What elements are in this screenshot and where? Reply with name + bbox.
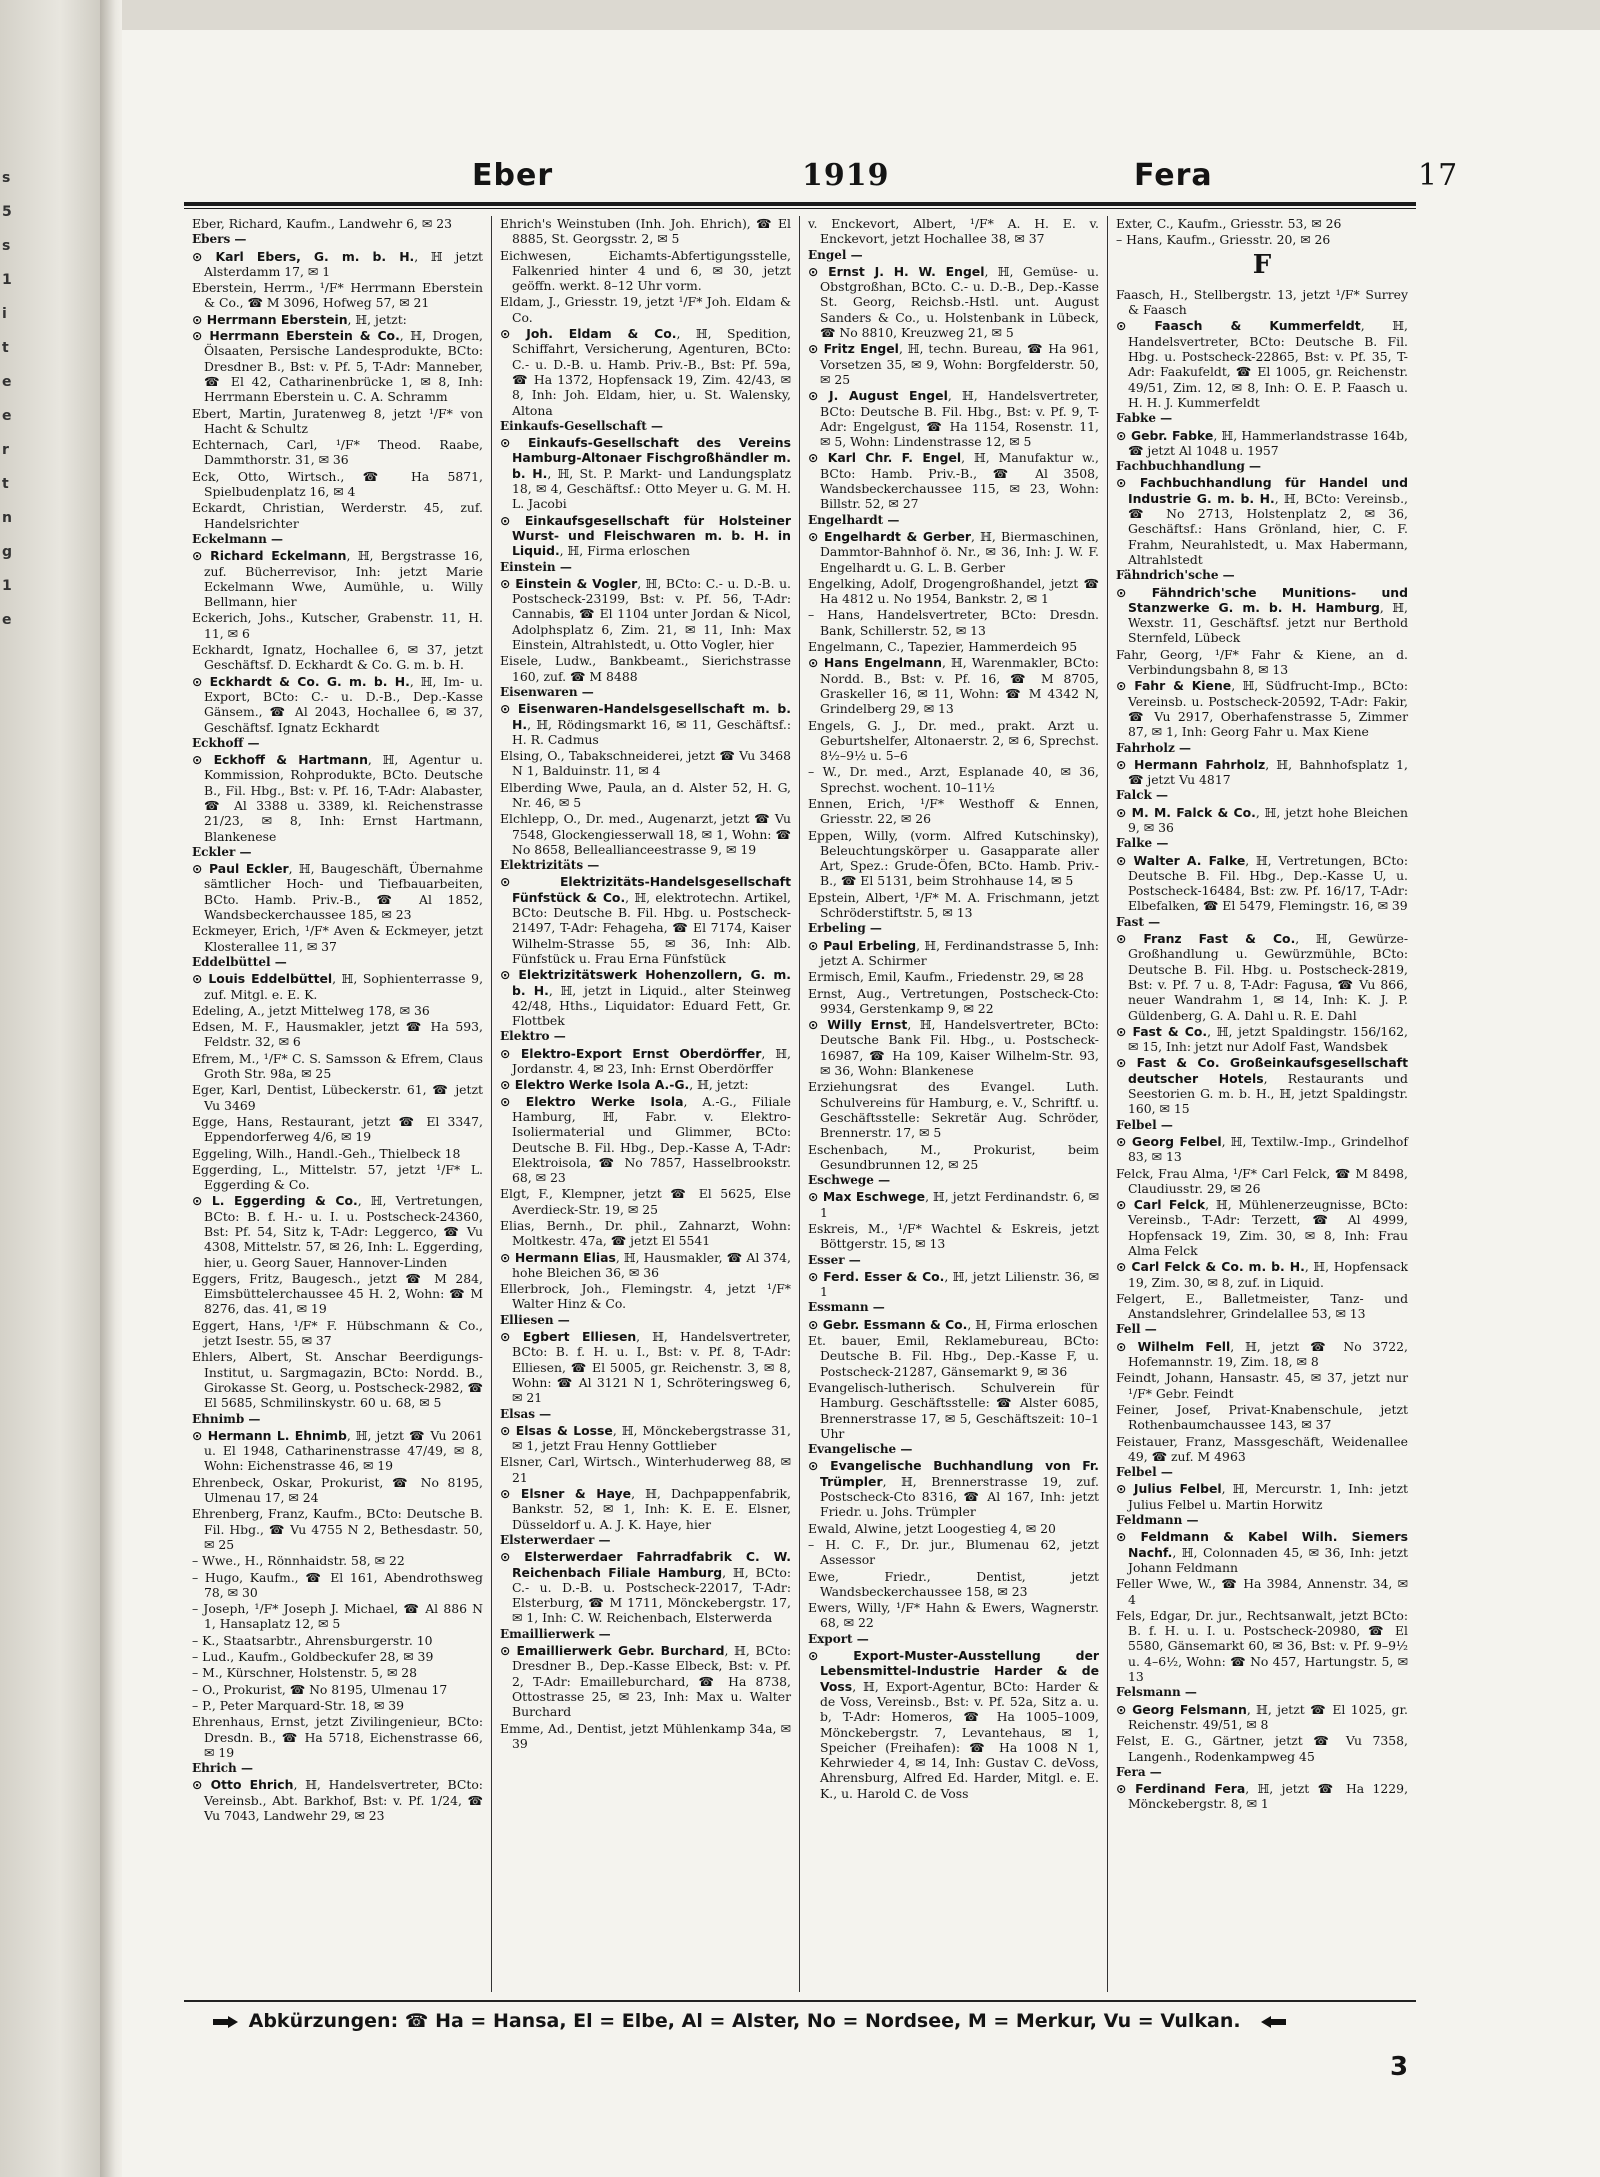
directory-entry: ⊙ Carl Felck & Co. m. b. H., ℍ, Hopfensack 19, Zim. 30, ✉ 8, zuf. in Liquid. [1116,1259,1408,1290]
directory-entry: ⊙ Richard Eckelmann, ℍ, Bergstrasse 16, zuf. Bücherrevisor, Inh: jetzt Marie Eckelmann Wwe, Aumühle, u. Willy Bellmann, hier [192,548,483,610]
directory-entry: – Wwe., H., Rönnhaidstr. 58, ✉ 22 [192,1553,405,1569]
directory-entry: – Lud., Kaufm., Goldbeckufer 28, ✉ 39 [192,1649,434,1665]
directory-entry: – W., Dr. med., Arzt, Esplanade 40, ✉ 36, Sprechst. wochent. 10–11½ [808,764,1099,795]
directory-entry: Fahr, Georg, ¹/F* Fahr & Kiene, an d. Verbindungsbahn 8, ✉ 13 [1116,646,1408,678]
directory-entry: Feistauer, Franz, Massgeschäft, Weidenallee 49, ☎ zuf. M 4963 [1116,1433,1408,1464]
section-heading: Falck — [1116,788,1168,803]
directory-entry: Eisele, Ludw., Bankbeamt., Sierichstrasse 160, zuf. ☎ M 8488 [500,653,791,684]
directory-entry: Felgert, E., Balletmeister, Tanz- und Anstandslehrer, Grindelallee 53, ✉ 13 [1116,1290,1408,1322]
directory-entry: ⊙ Emaillierwerk Gebr. Burchard, ℍ, BCto: Dresdner B., Dep.-Kasse Elbeck, Bst: v. Pf. 2, T-Adr: Emailleburchard, ☎ Ha 8738, Ottostrasse 25, ✉ 23, Inh: Max u. Walter Burchard [500,1643,791,1720]
section-heading: Export — [808,1631,869,1646]
directory-entry: Erziehungsrat des Evangel. Luth. Schulvereins für Hamburg, e. V., Schriftf. u. Geschäftsstelle: Sekretär Aug. Schröder, Brennerstr. 17, ✉ 5 [808,1079,1099,1141]
section-heading: Feldmann — [1116,1513,1199,1528]
adjacent-page-text-fragment: 1 [2,272,12,288]
directory-entry: ⊙ Einstein & Vogler, ℍ, BCto: C.- u. D.-B. u. Postscheck-23199, Bst: v. Pf. 56, T-Adr: Cannabis, ☎ El 1104 unter Jordan & Nicol, Adolphsplatz 6, Zim. 21, ✉ 11, Inh: Max Einstein, Altrahlstedt, u. Otto Vogler, hier [500,575,791,653]
directory-entry: Et. bauer, Emil, Reklamebureau, BCto: Deutsche B. Fil. Hbg., Dep.-Kasse F, u. Postscheck-21287, Gänsemarkt 9, ✉ 36 [808,1333,1099,1379]
directory-entry: Eichwesen, Eichamts-Abfertigungsstelle, Falkenried hinter 4 und 6, ✉ 30, jetzt geöffn. werkt. 8–12 Uhr vorm. [500,247,791,294]
directory-entry: Elchlepp, O., Dr. med., Augenarzt, jetzt ☎ Vu 7548, Glockengiesserwall 18, ✉ 1, Wohn: ☎ No 8658, Belleallianceestrasse 9, ✉ 19 [500,811,791,857]
directory-entry: ⊙ Evangelische Buchhandlung von Fr. Trümpler, ℍ, Brennerstrasse 19, zuf. Postscheck-Cto 8316, ☎ Al 167, Inh: jetzt Friedr. u. Johs. Trümpler [808,1458,1099,1520]
directory-entry: v. Enckevort, Albert, ¹/F* A. H. E. v. Enckevort, jetzt Hochallee 38, ✉ 37 [808,216,1099,247]
directory-entry: Engelmann, C., Tapezier, Hammerdeich 95 [808,639,1078,655]
directory-entry: Ewe, Friedr., Dentist, jetzt Wandsbeckerchaussee 158, ✉ 23 [808,1568,1099,1599]
directory-entry: ⊙ Paul Erbeling, ℍ, Ferdinandstrasse 5, Inh: jetzt A. Schirmer [808,937,1099,968]
adjacent-page-text-fragment: i [2,306,7,322]
section-heading: Eschwege — [808,1173,891,1188]
directory-entry: Faasch, H., Stellbergstr. 13, jetzt ¹/F* Surrey & Faasch [1116,286,1408,318]
section-heading: Esser — [808,1252,861,1267]
adjacent-page-text-fragment: g [2,544,13,560]
section-heading: Fell — [1116,1322,1157,1337]
section-heading: Eckler — [192,844,252,859]
section-heading: Fast — [1116,914,1161,929]
directory-entry: Eckhardt, Ignatz, Hochallee 6, ✉ 37, jetzt Geschäftsf. D. Eckhardt & Co. G. m. b. H. [192,642,483,673]
directory-entry: ⊙ Carl Felck, ℍ, Mühlenerzeugnisse, BCto: Vereinsb., T-Adr: Terzett, ☎ Al 4999, Hopfensack 19, Zim. 30, ✉ 8, Inh: Frau Alma Felck [1116,1197,1408,1258]
abbreviations-footer [212,2010,1392,2040]
section-heading: Emaillierwerk — [500,1626,611,1641]
signature-mark: 3 [1390,2052,1409,2082]
directory-entry: Feiner, Josef, Privat-Knabenschule, jetzt Rothenbaumchaussee 143, ✉ 37 [1116,1401,1408,1433]
column-3 [800,216,1108,1992]
directory-entry: Engelking, Adolf, Drogengroßhandel, jetzt ☎ Ha 4812 u. No 1954, Bankstr. 2, ✉ 1 [808,575,1099,607]
directory-entry: Ehrenbeck, Oskar, Prokurist, ☎ No 8195, Ulmenau 17, ✉ 24 [192,1474,483,1506]
book-gutter [100,0,122,2177]
directory-entry: Ehrenberg, Franz, Kaufm., BCto: Deutsche B. Fil. Hbg., ☎ Vu 4755 N 2, Bethesdastr. 50, ✉ 25 [192,1506,483,1552]
adjacent-page-text-fragment: e [2,408,12,424]
directory-entry: ⊙ Willy Ernst, ℍ, Handelsvertreter, BCto: Deutsche Bank Fil. Hbg., u. Postscheck-16987, ☎ Ha 109, Kaiser Wilhelm-Str. 93, ✉ 36, Wohn: Blankenese [808,1017,1099,1079]
directory-entry: ⊙ Franz Fast & Co., ℍ, Gewürze-Großhandlung u. Gewürzmühle, BCto: Deutsche B. Fil. Hbg. u. Postscheck-2819, Bst: v. Pf. 7 u. 8, T-Adr: Fagusa, ☎ Vu 866, neuer Wandrahm 1, ✉ 14, Inh: K. J. P. Güldenberg, G. A. Dahl u. R. E. Dahl [1116,931,1409,1023]
section-heading: Ebers — [192,232,247,247]
directory-entry: ⊙ L. Eggerding & Co., ℍ, Vertretungen, BCto: B. f. H.- u. I. u. Postscheck-24360, Bst: Pf. 54, Sitz k, T-Adr: Leggerco, ☎ Vu 4308, Mittelstr. 57, ✉ 26, Inh: L. Eggerding, hier, u. Georg Sauer, Hannover-Linden [192,1193,483,1270]
directory-entry: Edeling, A., jetzt Mittelweg 178, ✉ 36 [192,1002,430,1018]
directory-entry: Eckmeyer, Erich, ¹/F* Aven & Eckmeyer, jetzt Klosterallee 11, ✉ 37 [192,923,483,954]
directory-entry: ⊙ Fast & Co. Großeinkaufsgesellschaft deutscher Hotels, Restaurants und Seestorien G. m. b. H., ℍ, jetzt Spaldingstr. 160, ✉ 15 [1116,1055,1408,1117]
adjacent-page-text-fragment: e [2,374,12,390]
directory-entry: – M., Kürschner, Holstenstr. 5, ✉ 28 [192,1665,418,1681]
directory-entry: Elberding Wwe, Paula, an d. Alster 52, H. G, Nr. 46, ✉ 5 [500,779,791,810]
directory-entry: ⊙ Herrmann Eberstein & Co., ℍ, Drogen, Ölsaaten, Persische Landesprodukte, BCto: Dresdner B., Bst: v. Pf. 5, T-Adr: Manneber, ☎ El 42, Catharinenbrücke 1, ✉ 8, Inh: Herrmann Eberstein u. C. A. Schramm [192,328,483,405]
page-number: 17 [1418,158,1459,193]
directory-entry: ⊙ Elsas & Losse, ℍ, Mönckebergstrasse 31, ✉ 1, jetzt Frau Henny Gottlieber [500,1422,791,1454]
directory-entry: ⊙ Hermann Elias, ℍ, Hausmakler, ☎ Al 374, hohe Bleichen 36, ✉ 36 [500,1249,791,1280]
directory-entry: Ehlers, Albert, St. Anschar Beerdigungs-Institut, u. Sargmagazin, BCto: Nordd. B., Girokasse St. Georg, u. Postscheck-2982, ☎ El 5685, Schmilinskystr. 60 u. 68, ✉ 5 [192,1349,483,1411]
directory-entry: ⊙ Faasch & Kummerfeldt, ℍ, Handelsvertreter, BCto: Deutsche B. Fil. Hbg. u. Postscheck-22865, Bst: v. Pf. 35, T-Adr: Faakufeldt, ☎ El 1005, gr. Reichenstr. 49/51, Zim. 12, ✉ 8, Inh: O. E. P. Faasch u. H. H. J. Kummerfeldt [1116,318,1408,410]
section-heading: Elektrizitäts — [500,858,600,873]
adjacent-page-text-fragment: t [2,340,9,356]
directory-entry: Eskreis, M., ¹/F* Wachtel & Eskreis, jetzt Böttgerstr. 15, ✉ 13 [808,1221,1099,1252]
section-heading: Ehrich — [192,1761,253,1776]
directory-entry: Eggert, Hans, ¹/F* F. Hübschmann & Co., jetzt Isestr. 55, ✉ 37 [192,1317,483,1349]
abbreviations-text: Abkürzungen: ☎ Ha = Hansa, El = Elbe, Al = Alster, No = Nordsee, M = Merkur, Vu = Vulkan. [248,2010,1241,2032]
directory-entry: ⊙ Georg Felbel, ℍ, Textilw.-Imp., Grindelhof 83, ✉ 13 [1116,1133,1408,1165]
adjacent-page-text-fragment: n [2,510,12,526]
section-heading: Felsmann — [1116,1685,1197,1700]
directory-entry: Ellerbrock, Joh., Flemingstr. 4, jetzt ¹/F* Walter Hinz & Co. [500,1281,791,1312]
directory-entry: Felck, Frau Alma, ¹/F* Carl Felck, ☎ M 8498, Claudiusstr. 29, ✉ 26 [1116,1165,1408,1196]
column-4 [1108,216,1416,1992]
directory-entry: Elsner, Carl, Wirtsch., Winterhuderweg 88, ✉ 21 [500,1454,791,1485]
directory-entry: ⊙ Ernst J. H. W. Engel, ℍ, Gemüse- u. Obstgroßhan, BCto. C.- u. D.-B., Dep.-Kasse St. Georg, Reichsb.-Hstl. unt. August Sanders & Co., u. Holstenbank in Lübeck, ☎ No 8810, Kreuzweg 21, ✉ 5 [808,263,1099,341]
directory-entry: ⊙ Paul Eckler, ℍ, Baugeschäft, Übernahme sämtlicher Hoch- und Tiefbauarbeiten, BCto. Hamb. Priv.-B., ☎ Al 1852, Wandsbeckerchaussee 185, ✉ 23 [192,861,483,923]
directory-entry: ⊙ Eisenwaren-Handelsgesellschaft m. b. H., ℍ, Rödingsmarkt 16, ✉ 11, Geschäftsf.: H. R. Cadmus [500,701,791,747]
directory-entry: ⊙ Otto Ehrich, ℍ, Handelsvertreter, BCto: Vereinsb., Abt. Barkhof, Bst: v. Pf. 1/24, ☎ Vu 7043, Landwehr 29, ✉ 23 [192,1777,483,1823]
directory-entry: ⊙ J. August Engel, ℍ, Handelsvertreter, BCto: Deutsche B. Fil. Hbg., Bst: v. Pf. 9, T-Adr: Engelgust, ☎ Ha 1154, Rosenstr. 11, ✉ 5, Wohn: Lindenstrasse 12, ✉ 5 [808,388,1099,450]
directory-entry: Engels, G. J., Dr. med., prakt. Arzt u. Geburtshelfer, Altonaerstr. 2, ✉ 6, Sprechst. 8½–9½ u. 5–6 [808,717,1099,764]
directory-entry: Eschenbach, M., Prokurist, beim Gesundbrunnen 12, ✉ 25 [808,1141,1099,1172]
directory-entry: ⊙ Max Eschwege, ℍ, jetzt Ferdinandstr. 6, ✉ 1 [808,1189,1099,1220]
directory-entry: Eckardt, Christian, Werderstr. 45, zuf. Handelsrichter [192,500,483,531]
directory-entry: Efrem, M., ¹/F* C. S. Samsson & Efrem, Claus Groth Str. 98a, ✉ 25 [192,1050,483,1082]
directory-entry: Ernst, Aug., Vertretungen, Postscheck-Cto: 9934, Gerstenkamp 9, ✉ 22 [808,985,1099,1016]
directory-entry: ⊙ Ferdinand Fera, ℍ, jetzt ☎ Ha 1229, Mönckebergstr. 8, ✉ 1 [1116,1781,1409,1812]
directory-entry: ⊙ Elsterwerdaer Fahrradfabrik C. W. Reichenbach Filiale Hamburg, ℍ, BCto: C.- u. D.-B. u. Postscheck-22017, T-Adr: Elsterburg, ☎ M 1711, Mönckebergstr. 17, ✉ 1, Inh: C. W. Reichenbach, Elsterwerda [500,1549,791,1626]
section-heading: Felbel — [1116,1117,1173,1132]
directory-entry: ⊙ Herrmann Eberstein, ℍ, jetzt: [192,311,407,327]
section-heading: Fähndrich'sche — [1116,568,1235,583]
directory-entry: – Hans, Handelsvertreter, BCto: Dresdn. Bank, Schillerstr. 52, ✉ 13 [808,607,1099,638]
directory-entry: Ermisch, Emil, Kaufm., Friedenstr. 29, ✉ 28 [808,969,1084,985]
column-2 [492,216,800,1992]
section-heading: Eddelbüttel — [192,954,287,969]
directory-entry: ⊙ Elektro-Export Ernst Oberdörffer, ℍ, Jordanstr. 4, ✉ 23, Inh: Ernst Oberdörffer [500,1045,791,1077]
section-heading: Elsterwerdaer — [500,1532,611,1547]
directory-entry: Feindt, Johann, Hansastr. 45, ✉ 37, jetzt nur ¹/F* Gebr. Feindt [1116,1370,1408,1401]
directory-entry: ⊙ Julius Felbel, ℍ, Mercurstr. 1, Inh: jetzt Julius Felbel u. Martin Horwitz [1116,1481,1408,1512]
directory-entry: Emme, Ad., Dentist, jetzt Mühlenkamp 34a, ✉ 39 [500,1720,791,1751]
section-heading: Einkaufs-Gesellschaft — [500,418,663,433]
directory-entry: Ewers, Willy, ¹/F* Hahn & Ewers, Wagnerstr. 68, ✉ 22 [808,1600,1099,1631]
adjacent-page-text-fragment: t [2,476,9,492]
section-heading: Eisenwaren — [500,684,594,699]
directory-entry: ⊙ Georg Felsmann, ℍ, jetzt ☎ El 1025, gr. Reichenstr. 49/51, ✉ 8 [1116,1701,1408,1732]
directory-entry: – H. C. F., Dr. jur., Blumenau 62, jetzt Assessor [808,1536,1099,1568]
directory-entry: ⊙ Einkaufsgesellschaft für Holsteiner Wurst- und Fleischwaren m. b. H. in Liquid., ℍ, Firma erloschen [500,512,791,559]
directory-entry: ⊙ Elsner & Haye, ℍ, Dachpappenfabrik, Bankstr. 52, ✉ 1, Inh: K. E. E. Elsner, Düsseldorf u. A. J. K. Haye, hier [500,1486,791,1532]
directory-entry: Felst, E. G., Gärtner, jetzt ☎ Vu 7358, Langenh., Rodenkampweg 45 [1116,1733,1408,1764]
section-heading: Felbel — [1116,1465,1173,1480]
column-1 [184,216,492,1992]
directory-entry: Eberstein, Herrm., ¹/F* Herrmann Eberstein & Co., ☎ M 3096, Hofweg 57, ✉ 21 [192,280,483,311]
directory-entry: ⊙ Karl Chr. F. Engel, ℍ, Manufaktur w., BCto: Hamb. Priv.-B., ☎ Al 3508, Wandsbeckerchaussee 115, ✉ 23, Wohn: Billstr. 52, ✉ 27 [808,450,1099,512]
pointing-hand-left-icon [1259,2010,1289,2032]
section-heading: Engelhardt — [808,512,900,527]
header-left-keyword: Eber [472,158,554,193]
directory-entry: ⊙ Elektrizitätswerk Hohenzollern, G. m. b. H., ℍ, jetzt in Liquid., alter Steinweg 42/48, Hths., Liquidator: Eduard Fett, Gr. Flottbek [500,967,791,1029]
adjacent-page-text-fragment: r [2,442,9,458]
section-letter: F [1252,249,1272,280]
directory-entry: ⊙ Karl Ebers, G. m. b. H., ℍ jetzt Alsterdamm 17, ✉ 1 [192,248,484,279]
directory-entry: ⊙ Louis Eddelbüttel, ℍ, Sophienterrasse 9, zuf. Mitgl. e. E. K. [192,971,484,1002]
section-heading: Fahrholz — [1116,740,1191,755]
directory-entry: ⊙ Hermann Fahrholz, ℍ, Bahnhofsplatz 1, ☎ jetzt Vu 4817 [1116,756,1408,788]
directory-entry: Eck, Otto, Wirtsch., ☎ Ha 5871, Spielbudenplatz 16, ✉ 4 [192,468,483,500]
directory-entry: ⊙ Eckhoff & Hartmann, ℍ, Agentur u. Kommission, Rohprodukte, BCto. Deutsche B., Fil. Hbg., Bst: v. Pf. 16, T-Adr: Alabaster, ☎ Al 3388 u. 3389, kl. Reichenstrasse 21/23, ✉ 8, Inh: Ernst Hartmann, Blankenese [192,752,483,844]
directory-entry: Epstein, Albert, ¹/F* M. A. Frischmann, jetzt Schröderstiftstr. 5, ✉ 13 [808,889,1099,921]
directory-entry: Eggeling, Wilh., Handl.-Geh., Thielbeck 18 [192,1145,461,1161]
directory-entry: Echternach, Carl, ¹/F* Theod. Raabe, Dammthorstr. 31, ✉ 36 [192,437,483,468]
directory-entry: ⊙ Fahr & Kiene, ℍ, Südfrucht-Imp., BCto: Vereinsb. u. Postscheck-20592, T-Adr: Fakir, ☎ Vu 2917, Oberhafenstrasse 5, Zimmer 87, ✉ 1, Inh: Georg Fahr u. Max Kiene [1116,678,1408,740]
directory-entry: Edsen, M. F., Hausmakler, jetzt ☎ Ha 593, Feldstr. 32, ✉ 6 [192,1019,483,1050]
header-year: 1919 [802,158,890,193]
section-heading: Fera — [1116,1764,1162,1779]
directory-entry: ⊙ Joh. Eldam & Co., ℍ, Spedition, Schiffahrt, Versicherung, Agenturen, BCto: C.- u. D.-B. u. Hamb. Priv.-B., Bst: Pf. 59a, ☎ Ha 1372, Hopfensack 19, Zim. 42/43, ✉ 8, Inh: Joh. Eldam, hier, u. St. Walensky, Altona [500,326,791,418]
section-heading: Essmann — [808,1300,885,1315]
adjacent-page-text-fragment: 1 [2,578,12,594]
directory-entry: ⊙ Fast & Co., ℍ, jetzt Spaldingstr. 156/162, ✉ 15, Inh: jetzt nur Adolf Fast, Wandsbek [1116,1023,1408,1055]
directory-entry: Eldam, J., Griesstr. 19, jetzt ¹/F* Joh. Eldam & Co. [500,294,791,325]
section-heading: Falke — [1116,836,1169,851]
directory-entry: ⊙ Feldmann & Kabel Wilh. Siemers Nachf., ℍ, Colonnaden 45, ✉ 36, Inh: jetzt Johann Feldmann [1116,1529,1408,1575]
section-heading: Eckhoff — [192,735,260,750]
directory-entry: Elgt, F., Klempner, jetzt ☎ El 5625, Else Averdieck-Str. 19, ✉ 25 [500,1186,791,1217]
directory-entry: ⊙ Einkaufs-Gesellschaft des Vereins Hamburg-Altonaer Fischgroßhändler m. b. H., ℍ, St. P. Markt- und Landungsplatz 18, ✉ 4, Geschäftsf.: Otto Meyer u. G. M. H. L. Jacobi [500,435,791,512]
directory-entry: Evangelisch-lutherisch. Schulverein für Hamburg. Geschäftsstelle: ☎ Alster 6085, Brennerstrasse 17, ✉ 5, Geschäftszeit: 10–1 Uhr [808,1379,1099,1441]
footer-rule [184,2000,1416,2002]
directory-entry: Eger, Karl, Dentist, Lübeckerstr. 61, ☎ jetzt Vu 3469 [192,1082,483,1113]
directory-entry: ⊙ M. M. Falck & Co., ℍ, jetzt hohe Bleichen 9, ✉ 36 [1116,804,1408,835]
page-header [122,158,1600,208]
directory-entry: ⊙ Wilhelm Fell, ℍ, jetzt ☎ No 3722, Hofemannstr. 19, Zim. 18, ✉ 8 [1116,1338,1408,1370]
directory-entry: Egge, Hans, Restaurant, jetzt ☎ El 3347, Eppendorferweg 4/6, ✉ 19 [192,1113,483,1145]
entry-columns [184,216,1416,1992]
directory-entry: Feller Wwe, W., ☎ Ha 3984, Annenstr. 34, ✉ 4 [1116,1576,1408,1607]
directory-entry: Ewald, Alwine, jetzt Loogestieg 4, ✉ 20 [808,1520,1056,1536]
directory-entry: – Hans, Kaufm., Griesstr. 20, ✉ 26 [1116,232,1331,248]
directory-entry: – Joseph, ¹/F* Joseph J. Michael, ☎ Al 886 N 1, Hansaplatz 12, ✉ 5 [192,1601,483,1632]
directory-entry: – P., Peter Marquard-Str. 18, ✉ 39 [192,1697,405,1713]
directory-entry: ⊙ Engelhardt & Gerber, ℍ, Biermaschinen, Dammtor-Bahnhof ö. Nr., ✉ 36, Inh: J. W. F. Engelhardt u. G. L. B. Gerber [808,528,1099,575]
directory-entry: Eppen, Willy, (vorm. Alfred Kutschinsky), Beleuchtungskörper u. Gasapparate aller Art, Spez.: Grude-Öfen, BCto. Hamb. Priv.-B., ☎ El 5131, beim Strohhause 14, ✉ 5 [808,827,1099,889]
section-heading: Erbeling — [808,921,882,936]
directory-entry: ⊙ Elektrizitäts-Handelsgesellschaft Fünfstück & Co., ℍ, elektrotechn. Artikel, BCto: Deutsche B. Fil. Hbg. u. Postscheck-21497, T-Adr: Fehageha, ☎ El 7174, Kaiser Wilhelm-Strasse 55, ✉ 36, Inh: Alb. Fünfstück u. Frau Erna Fünfstück [500,874,791,966]
directory-entry: Eckerich, Johs., Kutscher, Grabenstr. 11, H. 11, ✉ 6 [192,610,483,641]
section-heading: Ehnimb — [192,1411,261,1426]
adjacent-page-text-fragment: s [2,238,11,254]
directory-entry: ⊙ Ferd. Esser & Co., ℍ, jetzt Lilienstr. 36, ✉ 1 [808,1268,1099,1300]
adjacent-page-text-fragment: e [2,612,12,628]
header-rule-thin [184,208,1416,209]
directory-entry: ⊙ Hermann L. Ehnimb, ℍ, jetzt ☎ Vu 2061 u. El 1948, Catharinenstrasse 47/49, ✉ 8, Wohn: Eichenstrasse 46, ✉ 19 [192,1427,483,1474]
directory-page [122,30,1600,2177]
section-heading: Elsas — [500,1406,552,1421]
directory-entry: Ennen, Erich, ¹/F* Westhoff & Ennen, Griesstr. 22, ✉ 26 [808,795,1099,827]
directory-entry: ⊙ Fritz Engel, ℍ, techn. Bureau, ☎ Ha 961, Vorsetzen 35, ✉ 9, Wohn: Borgfelderstr. 50, ✉ 25 [808,341,1099,387]
section-heading: Fachbuchhandlung — [1116,459,1262,474]
directory-entry: Eggerding, L., Mittelstr. 57, jetzt ¹/F* L. Eggerding & Co. [192,1161,483,1193]
directory-entry: Eggers, Fritz, Baugesch., jetzt ☎ M 284, Eimsbüttelerchaussee 45 H. 2, Wohn: ☎ M 8276, das. 41, ✉ 19 [192,1270,483,1317]
directory-entry: Ebert, Martin, Juratenweg 8, jetzt ¹/F* von Hacht & Schultz [192,405,483,436]
directory-entry: ⊙ Fähndrich'sche Munitions- und Stanzwerke G. m. b. H. Hamburg, ℍ, Wexstr. 11, Geschäftsf. jetzt nur Berthold Sternfeld, Lübeck [1116,584,1408,646]
directory-entry: ⊙ Elektro Werke Isola A.-G., ℍ, jetzt: [500,1077,749,1093]
directory-entry: Ehrich's Weinstuben (Inh. Joh. Ehrich), ☎ El 8885, St. Georgsstr. 2, ✉ 5 [500,216,791,247]
directory-entry: – O., Prokurist, ☎ No 8195, Ulmenau 17 [192,1681,448,1697]
directory-entry: – K., Staatsarbtr., Ahrensburgerstr. 10 [192,1632,433,1648]
section-heading: Evangelische — [808,1442,913,1457]
section-heading: Einstein — [500,559,572,574]
directory-entry: Exter, C., Kaufm., Griesstr. 53, ✉ 26 [1116,216,1342,231]
directory-entry: ⊙ Eckhardt & Co. G. m. b. H., ℍ, Im- u. Export, BCto: C.- u. D.-B., Dep.-Kasse Gänsem., ☎ Al 2043, Hochallee 6, ✉ 37, Geschäftsf. Ignatz Eckhardt [192,673,483,735]
directory-entry: Elsing, O., Tabakschneiderei, jetzt ☎ Vu 3468 N 1, Balduinstr. 11, ✉ 4 [500,748,791,779]
header-right-keyword: Fera [1134,158,1213,193]
directory-entry: ⊙ Egbert Elliesen, ℍ, Handelsvertreter, BCto: B. f. H. u. I., Bst: v. Pf. 8, T-Adr: Elliesen, ☎ El 5005, gr. Reichenstr. 3, ✉ 8, Wohn: ☎ Al 3121 N 1, Schröteringsweg 6, ✉ 21 [500,1329,791,1406]
header-rule [184,202,1416,206]
directory-entry: ⊙ Fachbuchhandlung für Handel und Industrie G. m. b. H., ℍ, BCto: Vereinsb., ☎ No 2713, Holstenplatz 2, ✉ 36, Geschäftsf.: Hans Grönland, hier, C. F. Frahm, Neurahlstedt, u. Max Habermann, Altrahlstedt [1116,475,1408,567]
adjacent-page-edge [0,0,100,2177]
directory-entry: ⊙ Elektro Werke Isola, A.-G., Filiale Hamburg, ℍ, Fabr. v. Elektro-Isoliermaterial und Glimmer, BCto: Deutsche B. Fil. Hbg., Dep.-Kasse A, T-Adr: Elektroisola, ☎ No 7857, Hasselbrookstr. 68, ✉ 23 [500,1093,791,1186]
section-heading: Fabke — [1116,411,1173,426]
directory-entry: ⊙ Walter A. Falke, ℍ, Vertretungen, BCto: Deutsche B. Fil. Hbg., Dep.-Kasse U, u. Postscheck-16484, Bst: zw. Pf. 16/17, T-Adr: Elbefalken, ☎ El 5479, Flemingstr. 16, ✉ 39 [1116,852,1408,914]
pointing-hand-icon [212,2010,242,2032]
directory-entry: ⊙ Gebr. Essmann & Co., ℍ, Firma erloschen [808,1316,1098,1332]
adjacent-page-text-fragment: 5 [2,204,12,220]
directory-entry: ⊙ Hans Engelmann, ℍ, Warenmakler, BCto: Nordd. B., Bst: v. Pf. 16, ☎ M 8705, Graskeller 16, ✉ 11, Wohn: ☎ M 4342 N, Grindelberg 29, ✉ 13 [808,655,1099,717]
directory-entry: Ehrenhaus, Ernst, jetzt Zivilingenieur, BCto: Dresdn. B., ☎ Ha 5718, Eichenstrasse 66, ✉ 19 [192,1714,483,1760]
directory-entry: Eber, Richard, Kaufm., Landwehr 6, ✉ 23 [192,216,453,231]
directory-entry: ⊙ Gebr. Fabke, ℍ, Hammerlandstrasse 164b, ☎ jetzt Al 1048 u. 1957 [1116,427,1408,458]
directory-entry: – Hugo, Kaufm., ☎ El 161, Abendrothsweg 78, ✉ 30 [192,1569,483,1600]
directory-entry: Fels, Edgar, Dr. jur., Rechtsanwalt, jetzt BCto: B. f. H. u. I. u. Postscheck-20980, ☎ El 5580, Gänsemarkt 60, ✉ 36, Bst: v. Pf. 9–9½ u. 4–6½, Wohn: ☎ No 457, Hartungstr. 5, ✉ 13 [1116,1607,1408,1685]
directory-entry: Elias, Bernh., Dr. phil., Zahnarzt, Wohn: Moltkestr. 47a, ☎ jetzt El 5541 [500,1218,791,1249]
section-heading: Engel — [808,247,863,262]
section-heading: Elektro — [500,1029,566,1044]
directory-entry: ⊙ Export-Muster-Ausstellung der Lebensmittel-Industrie Harder & de Voss, ℍ, Export-Agentur, BCto: Harder & de Voss, Vereinsb., Bst: v. Pf. 52a, Sitz a. u. b, T-Adr: Homeros, ☎ Ha 1005–1009, Mönckebergstr. 7, Levantehaus, ✉ 1, Speicher (Freihafen): ☎ Ha 1008 N 1, Kehrwieder 4, ✉ 14, Inh: Gustav C. deVoss, Ahrensburg, Alfred Ed. Harder, Mitgl. e. E. K., u. Harold C. de Voss [808,1648,1099,1801]
section-heading: Elliesen — [500,1312,570,1327]
section-heading: Eckelmann — [192,531,284,546]
adjacent-page-text-fragment: s [2,170,11,186]
